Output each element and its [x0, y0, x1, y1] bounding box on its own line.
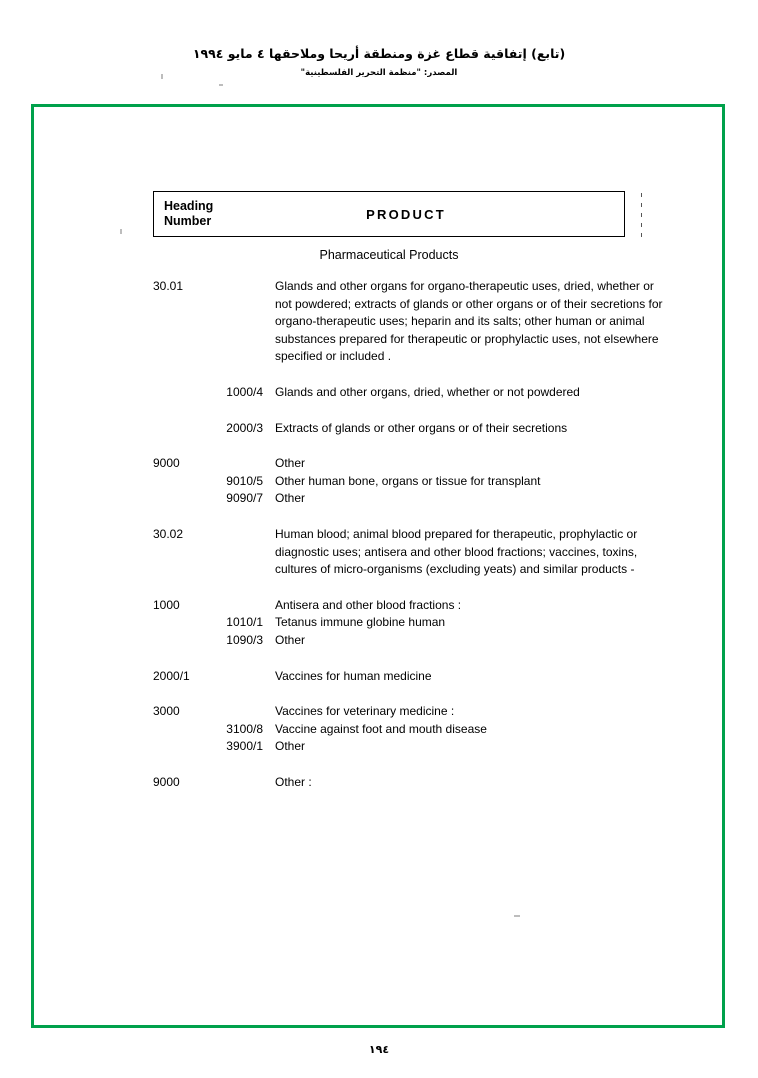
tick-mark-icon [641, 213, 642, 217]
tick-mark-icon [641, 233, 642, 237]
table-row [153, 420, 663, 438]
table-row [153, 384, 663, 402]
row-product-description: Glands and other organs, dried, whether or not powdered [275, 384, 580, 399]
tick-mark-icon [641, 203, 642, 207]
table-row [153, 526, 663, 579]
table-row [153, 614, 663, 632]
row-product-description: Antisera and other blood fractions : [275, 597, 462, 612]
scan-speck [219, 84, 223, 86]
row-spacer [153, 685, 663, 703]
row-heading-number: 1010/1 [226, 615, 263, 630]
row-spacer [153, 366, 663, 384]
row-spacer [153, 756, 663, 774]
row-spacer [153, 650, 663, 668]
row-product-description: Glands and other organs for organo-therapeutic uses, dried, whether or not powdered; extracts of glands or other organs or of their secretions for organo-therapeutic uses; heparin and its salts; other human or animal substances prepared for therapeutic or prophylactic uses, not elsewhere specified or included . [275, 279, 663, 364]
column-header-heading-line2: Number [164, 214, 212, 228]
column-header-product: PRODUCT [366, 206, 446, 222]
table-row [153, 703, 663, 721]
row-product-description: Other [275, 491, 306, 506]
row-product-description: Other : [275, 774, 312, 789]
row-product-description: Vaccine against foot and mouth disease [275, 721, 487, 736]
column-header-heading-number [154, 199, 258, 229]
page-frame [31, 104, 725, 1028]
row-product-description: Other [275, 739, 306, 754]
column-header-heading-line1: Heading [164, 199, 214, 213]
row-product-description: Tetanus immune globine human [275, 615, 446, 630]
row-product-description: Human blood; animal blood prepared for therapeutic, prophylactic or diagnostic uses; antisera and other blood fractions; vaccines, toxins, cultures of micro-organisms (excluding yeats) and similar products - [275, 526, 638, 577]
tariff-row-list [153, 278, 663, 809]
row-heading-number: 3900/1 [226, 739, 263, 754]
tick-mark-icon [641, 193, 642, 197]
table-row [153, 455, 663, 473]
table-row [153, 597, 663, 615]
table-row [153, 774, 663, 792]
table-row [153, 473, 663, 491]
table-row [153, 738, 663, 756]
document-title: (تابع) إتفاقية قطاع غزة ومنطقة أريحا وملاحقها ٤ مايو ١٩٩٤ [192, 46, 566, 61]
table-row [153, 490, 663, 508]
row-heading-number: 9010/5 [226, 473, 263, 488]
row-heading-number: 3100/8 [226, 721, 263, 736]
table-row [153, 632, 663, 650]
row-heading-number: 9090/7 [226, 491, 263, 506]
row-product-description: Other [275, 456, 306, 471]
section-title: Pharmaceutical Products [319, 248, 459, 262]
tick-mark-icon [641, 223, 642, 227]
row-heading-number: 9000 [153, 774, 180, 789]
row-product-description: Other [275, 632, 306, 647]
row-product-description: Vaccines for veterinary medicine : [275, 704, 455, 719]
scan-speck [514, 915, 520, 917]
table-row [153, 668, 663, 686]
row-heading-number: 1090/3 [226, 632, 263, 647]
row-spacer [153, 791, 663, 809]
row-spacer [153, 508, 663, 526]
row-product-description: Other human bone, organs or tissue for transplant [275, 473, 541, 488]
row-heading-number: 30.02 [153, 526, 184, 541]
document-source: المصدر: "منظمة التحرير الفلسطينية" [300, 68, 458, 78]
document-header [0, 46, 758, 78]
row-spacer [153, 437, 663, 455]
row-heading-number: 30.01 [153, 279, 184, 293]
table-header-box [153, 191, 625, 237]
row-heading-number: 3000 [153, 704, 180, 719]
scan-speck [120, 229, 122, 234]
row-heading-number: 1000/4 [226, 384, 263, 399]
row-heading-number: 2000/1 [153, 668, 190, 683]
table-row [153, 278, 663, 366]
row-product-description: Extracts of glands or other organs or of their secretions [275, 420, 568, 435]
row-product-description: Vaccines for human medicine [275, 668, 432, 683]
row-spacer [153, 402, 663, 420]
page-number: ١٩٤ [368, 1043, 390, 1056]
scan-speck [161, 74, 163, 79]
table-row [153, 721, 663, 739]
row-spacer [153, 579, 663, 597]
row-heading-number: 9000 [153, 456, 180, 471]
row-heading-number: 2000/3 [226, 420, 263, 435]
row-heading-number: 1000 [153, 597, 180, 612]
